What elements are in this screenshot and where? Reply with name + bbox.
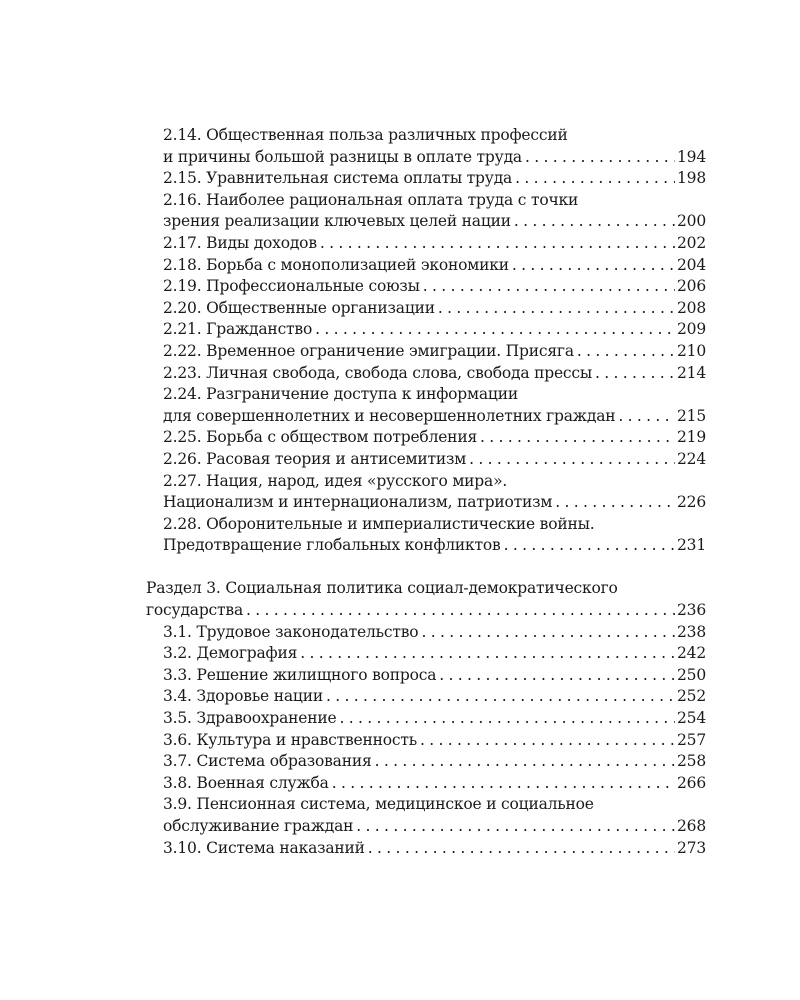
toc-entry-continuation[interactable] [146, 514, 706, 536]
dot-leader [332, 773, 675, 795]
toc-entry-title: 2.18. Борьба с монополизацией экономики [163, 255, 509, 274]
toc-entry[interactable] [146, 298, 706, 320]
toc-entry[interactable] [146, 168, 706, 190]
toc-page-number: 204 [677, 255, 706, 274]
toc-entry-title: 3.6. Культура и нравственность [163, 730, 418, 749]
toc-entry[interactable] [146, 751, 706, 773]
dot-leader [320, 233, 675, 255]
dot-leader [375, 751, 675, 773]
dot-leader [515, 168, 675, 190]
toc-page-number: 219 [677, 428, 706, 447]
toc-entry-title: 2.27. Нация, народ, идея «русского мира». [163, 471, 508, 490]
toc-entry[interactable] [146, 535, 706, 557]
dot-leader [512, 255, 675, 277]
dot-leader [469, 449, 675, 471]
toc-page-number: 200 [677, 212, 706, 231]
toc-page-number: 236 [677, 601, 706, 620]
toc-entry-title: обслуживание граждан [163, 817, 354, 835]
toc-page-number: 226 [677, 493, 706, 512]
toc-entry-title: 2.23. Личная свобода, свобода слова, свобода прессы [163, 363, 593, 382]
toc-entry[interactable] [146, 665, 706, 687]
toc-entry-title: 3.10. Система наказаний [163, 838, 365, 857]
toc-entry[interactable] [146, 838, 706, 860]
dot-leader [525, 147, 675, 169]
dot-leader [438, 298, 675, 320]
toc-page-number: 209 [677, 320, 706, 339]
toc-entry[interactable] [146, 708, 706, 730]
toc-entry[interactable] [146, 730, 706, 752]
toc-page-number: 266 [677, 773, 706, 792]
toc-entry-title: Предотвращение глобальных конфликтов [163, 536, 501, 555]
dot-leader [356, 816, 675, 838]
toc-page-number: 198 [677, 169, 706, 188]
toc-entry[interactable] [146, 773, 706, 795]
toc-entry-title: 3.4. Здоровье нации [163, 687, 323, 706]
toc-page-number: 250 [677, 665, 706, 684]
toc-entry[interactable] [146, 600, 706, 622]
dot-leader [246, 600, 675, 622]
toc-entry-title: 3.9. Пенсионная система, медицинское и социальное [163, 795, 594, 814]
toc-entry-continuation[interactable] [146, 190, 706, 212]
toc-page-number: 273 [677, 838, 706, 857]
toc-page-number: 206 [677, 277, 706, 296]
toc-page-number: 252 [677, 687, 706, 706]
toc-entry[interactable] [146, 427, 706, 449]
dot-leader [577, 341, 675, 363]
toc-entry-continuation[interactable] [146, 794, 706, 816]
toc-entry-title: 3.3. Решение жилищного вопроса [163, 665, 437, 684]
dot-leader [340, 708, 675, 730]
toc-entry-title: 2.22. Временное ограничение эмиграции. Присяга [163, 341, 574, 360]
toc-entry-title: для совершеннолетних и несовершеннолетних граждан [163, 406, 616, 425]
toc-entry-continuation[interactable] [146, 384, 706, 406]
toc-entry[interactable] [146, 341, 706, 363]
toc-entry-title: и причины большой разницы в оплате труда [163, 147, 522, 166]
toc-entry[interactable] [146, 276, 706, 298]
toc-page-number: 210 [677, 341, 706, 360]
dot-leader [420, 730, 675, 752]
toc-entry[interactable] [146, 492, 706, 514]
toc-page-number: 258 [677, 752, 706, 771]
toc-page-number: 224 [677, 449, 706, 468]
section-spacer [146, 557, 706, 579]
toc-page-number: 215 [677, 406, 706, 425]
toc-page-number: 242 [677, 644, 706, 663]
toc-entry-title: Раздел 3. Социальная политика социал-демократического [146, 579, 618, 598]
toc-page-number: 202 [677, 233, 706, 252]
toc-page-number: 238 [677, 622, 706, 641]
dot-leader [315, 319, 675, 341]
toc-page-number: 257 [677, 730, 706, 749]
dot-leader [421, 622, 675, 644]
dot-leader [368, 838, 675, 860]
toc-entry-title: 3.5. Здравоохранение [163, 709, 337, 728]
toc-entry-title: 2.25. Борьба с обществом потребления [163, 428, 478, 447]
dot-leader [555, 492, 675, 514]
toc-page-number: 208 [677, 298, 706, 317]
toc-entry[interactable] [146, 147, 706, 169]
toc-entry[interactable] [146, 319, 706, 341]
toc-entry-title: зрения реализации ключевых целей нации [163, 212, 511, 231]
toc-entry-continuation[interactable] [146, 125, 706, 147]
dot-leader [300, 643, 675, 665]
toc-entry-title: 2.20. Общественные организации [163, 298, 435, 317]
toc-entry-continuation[interactable] [146, 578, 706, 600]
table-of-contents [146, 125, 706, 859]
toc-entry-title: 3.7. Система образования [163, 752, 372, 771]
toc-page-number: 268 [677, 817, 706, 835]
toc-entry-title: 2.17. Виды доходов [163, 233, 317, 252]
dot-leader [480, 427, 675, 449]
toc-entry-title: 3.8. Военная служба [163, 773, 329, 792]
toc-entry-continuation[interactable] [146, 471, 706, 493]
dot-leader [439, 665, 675, 687]
toc-entry-title: 2.15. Уравнительная система оплаты труда [163, 169, 513, 188]
toc-entry-title: 3.2. Демография [163, 644, 298, 663]
toc-entry[interactable] [146, 406, 706, 428]
dot-leader [595, 363, 675, 385]
dot-leader [618, 406, 675, 428]
toc-entry[interactable] [146, 211, 706, 233]
toc-entry[interactable] [146, 622, 706, 644]
toc-entry-title: 2.16. Наиболее рациональная оплата труда с точки [163, 190, 579, 209]
toc-entry-title: 2.21. Гражданство [163, 320, 313, 339]
toc-entry[interactable] [146, 816, 706, 838]
toc-entry-title: 2.26. Расовая теория и антисемитизм [163, 449, 467, 468]
toc-entry[interactable] [146, 255, 706, 277]
toc-entry-title: государства [146, 601, 243, 620]
toc-page-number: 231 [677, 536, 706, 555]
toc-entry[interactable] [146, 686, 706, 708]
dot-leader [504, 535, 675, 557]
toc-entry[interactable] [146, 643, 706, 665]
toc-entry-title: 2.24. Разграничение доступа к информации [163, 385, 518, 404]
toc-entry-title: 3.1. Трудовое законодательство [163, 622, 419, 641]
dot-leader [423, 276, 675, 298]
toc-page-number: 254 [677, 709, 706, 728]
toc-page-number: 194 [677, 147, 706, 166]
toc-entry-title: 2.19. Профессиональные союзы [163, 277, 420, 296]
toc-page-number: 214 [677, 363, 706, 382]
toc-entry[interactable] [146, 449, 706, 471]
dot-leader [326, 686, 675, 708]
toc-entry-title: Национализм и интернационализм, патриотизм [163, 493, 553, 512]
toc-entry[interactable] [146, 233, 706, 255]
toc-entry-title: 2.14. Общественная польза различных профессий [163, 126, 568, 144]
toc-entry-title: 2.28. Оборонительные и империалистические войны. [163, 514, 595, 533]
dot-leader [514, 211, 675, 233]
toc-entry[interactable] [146, 363, 706, 385]
